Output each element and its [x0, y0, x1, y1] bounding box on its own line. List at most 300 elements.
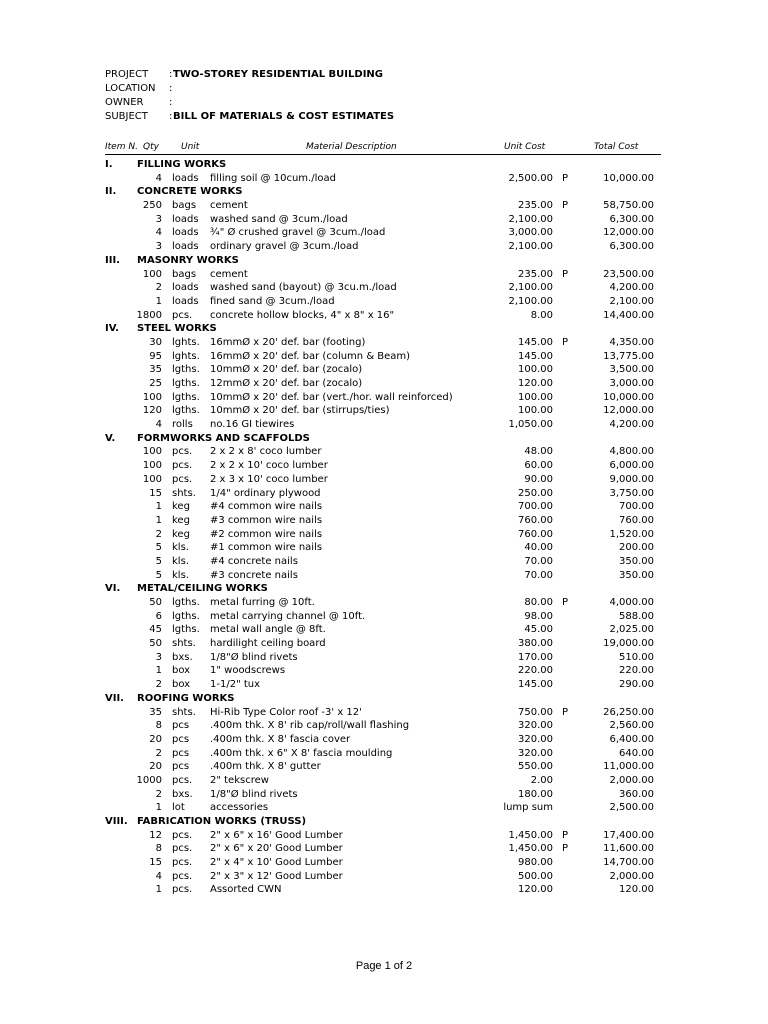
table-row [105, 363, 661, 377]
qty-cell: 5 [155, 542, 162, 554]
location-row [105, 82, 394, 96]
total-cost-cell: 4,000.00 [609, 597, 654, 608]
qty-cell: 4 [155, 172, 162, 184]
total-cost-cell: 3,750.00 [609, 487, 654, 499]
section-number: III. [105, 254, 120, 266]
table-row [105, 774, 661, 788]
currency-marker: P [562, 268, 569, 280]
total-cost-cell: 9,000.00 [609, 473, 654, 485]
qty-cell: 1 [155, 501, 162, 513]
qty-cell: 35 [149, 706, 162, 718]
table-row [105, 719, 661, 733]
table-row [105, 555, 661, 569]
total-cost-cell: 12,000.00 [603, 405, 654, 417]
qty-cell: 2 [155, 282, 162, 294]
section-title: FORMWORKS AND SCAFFOLDS [137, 432, 310, 444]
unit-cost-cell: 98.00 [524, 610, 553, 622]
currency-marker: P [562, 597, 569, 608]
table-row [105, 391, 661, 405]
unit-cost-cell: 2,500.00 [508, 172, 553, 184]
total-cost-cell: 4,200.00 [609, 282, 654, 294]
total-cost-cell: 13,775.00 [603, 350, 654, 362]
table-row [105, 664, 661, 678]
description-cell: #4 concrete nails [210, 555, 298, 567]
total-cost-cell: 3,000.00 [609, 378, 654, 389]
unit-cost-cell: 40.00 [524, 542, 553, 554]
unit-cost-cell: 380.00 [518, 638, 553, 650]
table-row [105, 240, 661, 254]
column-headers [105, 140, 661, 154]
unit-cell: lgths. [172, 378, 200, 389]
total-cost-cell: 2,000.00 [609, 870, 654, 882]
total-cost-cell: 10,000.00 [603, 172, 654, 184]
qty-cell: 8 [155, 720, 162, 732]
table-row [105, 747, 661, 761]
qty-cell: 4 [155, 870, 162, 882]
unit-cell: pcs. [172, 460, 193, 472]
qty-cell: 100 [142, 391, 162, 403]
unit-cell: bxs. [172, 651, 193, 663]
qty-cell: 250 [142, 200, 162, 212]
table-row [105, 213, 661, 227]
unit-cost-cell: 980.00 [518, 857, 553, 869]
unit-cell: loads [172, 295, 199, 307]
qty-cell: 100 [142, 460, 162, 472]
description-cell: 10mmØ x 20' def. bar (zocalo) [210, 364, 363, 376]
description-cell: 12mmØ x 20' def. bar (zocalo) [210, 378, 363, 389]
unit-cost-cell: 80.00 [524, 597, 553, 608]
description-cell: 10mmØ x 20' def. bar (stirrups/ties) [210, 405, 390, 417]
description-header: Material Description [306, 142, 397, 152]
total-cost-cell: 360.00 [619, 788, 654, 800]
table-row [105, 404, 661, 418]
total-cost-cell: 23,500.00 [603, 268, 654, 280]
unit-cell: loads [172, 282, 199, 294]
section-title: ROOFING WORKS [137, 692, 235, 704]
unit-cost-cell: 2,100.00 [508, 295, 553, 307]
colon: : [169, 111, 173, 122]
total-cost-cell: 760.00 [619, 514, 654, 526]
section-title: MASONRY WORKS [137, 254, 239, 266]
unit-cost-cell: 750.00 [518, 706, 553, 718]
unit-cell: keg [172, 528, 190, 540]
unit-cell: pcs. [172, 774, 193, 786]
unit-cell: pcs. [172, 870, 193, 882]
description-cell: cement [210, 200, 248, 212]
section-number: VII. [105, 692, 124, 704]
unit-cost-cell: lump sum [503, 802, 553, 814]
table-row [105, 842, 661, 856]
table-row [105, 678, 661, 692]
total-cost-cell: 11,000.00 [603, 761, 654, 773]
qty-cell: 95 [149, 350, 162, 362]
project-row [105, 68, 394, 82]
unit-cell: bags [172, 268, 197, 280]
unit-cost-cell: 70.00 [524, 555, 553, 567]
unit-cell: pcs. [172, 829, 193, 841]
qty-cell: 35 [149, 364, 162, 376]
table-row [105, 459, 661, 473]
section-heading [105, 185, 661, 199]
table-row [105, 733, 661, 747]
unit-cell: pcs. [172, 857, 193, 869]
total-cost-cell: 6,300.00 [609, 213, 654, 225]
unit-cost-cell: 1,050.00 [508, 419, 553, 431]
total-cost-cell: 6,300.00 [609, 241, 654, 253]
unit-cost-cell: 170.00 [518, 651, 553, 663]
description-cell: hardilight ceiling board [210, 638, 326, 650]
unit-cost-cell: 1,450.00 [508, 829, 553, 841]
unit-cell: pcs [172, 747, 190, 759]
unit-cost-cell: 760.00 [518, 514, 553, 526]
section-number: VIII. [105, 816, 128, 827]
qty-cell: 15 [149, 857, 162, 869]
unit-cell: lgths. [172, 364, 200, 376]
description-cell: ¾" Ø crushed gravel @ 3cum./load [210, 227, 386, 239]
unit-cost-cell: 120.00 [518, 884, 553, 896]
unit-cost-cell: 235.00 [518, 200, 553, 212]
section-title: CONCRETE WORKS [137, 186, 243, 198]
description-cell: washed sand (bayout) @ 3cu.m./load [210, 282, 397, 294]
description-cell: #3 concrete nails [210, 569, 298, 581]
unit-cell: loads [172, 213, 199, 225]
total-cost-cell: 6,400.00 [609, 733, 654, 745]
total-cost-cell: 4,200.00 [609, 419, 654, 431]
description-cell: metal carrying channel @ 10ft. [210, 610, 366, 622]
total-cost-cell: 2,100.00 [609, 295, 654, 307]
unit-cell: pcs. [172, 884, 193, 896]
section-number: VI. [105, 583, 121, 595]
unit-cell: shts. [172, 487, 196, 499]
subject-value: BILL OF MATERIALS & COST ESTIMATES [173, 111, 395, 122]
total-cost-cell: 200.00 [619, 542, 654, 554]
description-cell: .400m thk. x 6" X 8' fascia moulding [210, 747, 393, 759]
unit-cost-cell: 550.00 [518, 761, 553, 773]
colon: : [169, 69, 173, 80]
colon: : [169, 83, 173, 94]
qty-cell: 2 [155, 679, 162, 691]
section-heading [105, 815, 661, 829]
table-row [105, 336, 661, 350]
description-cell: cement [210, 268, 248, 280]
unit-cost-cell: 2,100.00 [508, 241, 553, 253]
table-row [105, 500, 661, 514]
total-cost-cell: 17,400.00 [603, 829, 654, 841]
unit-cost-cell: 220.00 [518, 665, 553, 677]
unit-cell: pcs. [172, 843, 193, 855]
description-cell: fined sand @ 3cum./load [210, 295, 335, 307]
table-row [105, 172, 661, 186]
unit-cell: kls. [172, 555, 189, 567]
table-row [105, 651, 661, 665]
total-cost-cell: 220.00 [619, 665, 654, 677]
unit-cell: shts. [172, 638, 196, 650]
table-row [105, 856, 661, 870]
table-row [105, 637, 661, 651]
description-cell: 2" tekscrew [210, 774, 269, 786]
unit-cost-header: Unit Cost [504, 142, 546, 152]
table-row [105, 487, 661, 501]
qty-cell: 45 [149, 624, 162, 636]
unit-cell: pcs [172, 761, 190, 773]
unit-cost-cell: 250.00 [518, 487, 553, 499]
unit-cost-cell: 2,100.00 [508, 282, 553, 294]
description-cell: #4 common wire nails [210, 501, 323, 513]
document-header [105, 68, 394, 124]
total-cost-cell: 58,750.00 [603, 200, 654, 212]
qty-cell: 20 [149, 733, 162, 745]
description-cell: 16mmØ x 20' def. bar (footing) [210, 336, 366, 348]
unit-cell: box [172, 679, 191, 691]
total-cost-cell: 10,000.00 [603, 391, 654, 403]
qty-cell: 4 [155, 419, 162, 431]
unit-cell: pcs. [172, 473, 193, 485]
section-heading [105, 692, 661, 706]
colon: : [169, 97, 173, 108]
qty-cell: 5 [155, 569, 162, 581]
total-cost-cell: 6,000.00 [609, 460, 654, 472]
description-cell: .400m thk. X 8' fascia cover [210, 733, 351, 745]
section-title: FILLING WORKS [137, 159, 227, 170]
unit-cell: keg [172, 501, 190, 513]
unit-cost-cell: 70.00 [524, 569, 553, 581]
description-cell: 2 x 2 x 10' coco lumber [210, 460, 328, 472]
qty-cell: 3 [155, 651, 162, 663]
unit-cost-cell: 90.00 [524, 473, 553, 485]
unit-cost-cell: 120.00 [518, 378, 553, 389]
qty-cell: 3 [155, 241, 162, 253]
section-number: V. [105, 432, 116, 444]
unit-cost-cell: 320.00 [518, 733, 553, 745]
unit-cell: lghts. [172, 350, 200, 362]
description-cell: 10mmØ x 20' def. bar (vert./hor. wall reinforced) [210, 391, 453, 403]
table-row [105, 541, 661, 555]
section-title: FABRICATION WORKS (TRUSS) [137, 816, 307, 827]
unit-header: Unit [181, 142, 200, 152]
currency-marker: P [562, 336, 569, 348]
qty-cell: 50 [149, 597, 162, 608]
unit-cost-cell: 45.00 [524, 624, 553, 636]
project-value: TWO-STOREY RESIDENTIAL BUILDING [173, 69, 383, 80]
item-no-header: Item N. [105, 142, 138, 152]
table-row [105, 473, 661, 487]
unit-cost-cell: 48.00 [524, 446, 553, 458]
total-cost-cell: 14,700.00 [603, 857, 654, 869]
table-row [105, 610, 661, 624]
unit-cost-cell: 8.00 [530, 309, 553, 321]
unit-cell: lgths. [172, 405, 200, 417]
description-cell: accessories [210, 802, 269, 814]
total-cost-cell: 120.00 [619, 884, 654, 896]
qty-cell: 8 [155, 843, 162, 855]
description-cell: metal furring @ 10ft. [210, 597, 315, 608]
total-cost-cell: 14,400.00 [603, 309, 654, 321]
section-heading [105, 254, 661, 268]
unit-cell: pcs. [172, 446, 193, 458]
total-cost-cell: 640.00 [619, 747, 654, 759]
qty-cell: 1000 [136, 774, 162, 786]
description-cell: #2 common wire nails [210, 528, 323, 540]
unit-cell: lghts. [172, 336, 200, 348]
qty-cell: 6 [155, 610, 162, 622]
total-cost-cell: 19,000.00 [603, 638, 654, 650]
total-cost-cell: 12,000.00 [603, 227, 654, 239]
subject-row [105, 110, 394, 124]
qty-cell: 4 [155, 227, 162, 239]
description-cell: .400m thk. X 8' rib cap/roll/wall flashing [210, 720, 410, 732]
total-cost-cell: 350.00 [619, 569, 654, 581]
qty-cell: 1 [155, 514, 162, 526]
qty-cell: 100 [142, 473, 162, 485]
description-cell: #3 common wire nails [210, 514, 323, 526]
unit-cell: box [172, 665, 191, 677]
table-row [105, 268, 661, 282]
description-cell: 2 x 2 x 8' coco lumber [210, 446, 322, 458]
total-cost-cell: 510.00 [619, 651, 654, 663]
table-row [105, 760, 661, 774]
description-cell: concrete hollow blocks, 4" x 8" x 16" [210, 309, 395, 321]
total-cost-cell: 3,500.00 [609, 364, 654, 376]
description-cell: 2" x 6" x 20' Good Lumber [210, 843, 343, 855]
description-cell: Assorted CWN [210, 884, 282, 896]
currency-marker: P [562, 172, 569, 184]
qty-cell: 1 [155, 802, 162, 814]
total-cost-cell: 350.00 [619, 555, 654, 567]
project-label: PROJECT [105, 69, 149, 80]
table-row [105, 350, 661, 364]
subject-label: SUBJECT [105, 111, 148, 122]
table-row [105, 445, 661, 459]
unit-cost-cell: 760.00 [518, 528, 553, 540]
table-row [105, 870, 661, 884]
unit-cost-cell: 235.00 [518, 268, 553, 280]
table-row [105, 418, 661, 432]
unit-cost-cell: 320.00 [518, 747, 553, 759]
description-cell: 1-1/2" tux [210, 679, 261, 691]
total-cost-cell: 4,800.00 [609, 446, 654, 458]
table-row [105, 706, 661, 720]
table-row [105, 295, 661, 309]
unit-cell: bags [172, 200, 197, 212]
total-cost-cell: 588.00 [619, 610, 654, 622]
qty-cell: 2 [155, 788, 162, 800]
qty-cell: 50 [149, 638, 162, 650]
unit-cell: lot [172, 802, 185, 814]
unit-cost-cell: 145.00 [518, 336, 553, 348]
description-cell: ordinary gravel @ 3cum./load [210, 241, 359, 253]
table-row [105, 281, 661, 295]
description-cell: 2 x 3 x 10' coco lumber [210, 473, 328, 485]
unit-cell: kls. [172, 569, 189, 581]
table-row [105, 788, 661, 802]
qty-cell: 30 [149, 336, 162, 348]
unit-cell: pcs. [172, 309, 193, 321]
qty-cell: 20 [149, 761, 162, 773]
qty-cell: 2 [155, 528, 162, 540]
table-row [105, 226, 661, 240]
header-rule [105, 154, 661, 155]
unit-cost-cell: 2.00 [530, 774, 553, 786]
section-number: II. [105, 186, 117, 198]
qty-cell: 120 [142, 405, 162, 417]
unit-cost-cell: 2,100.00 [508, 213, 553, 225]
section-title: STEEL WORKS [137, 323, 217, 335]
qty-cell: 5 [155, 555, 162, 567]
unit-cost-cell: 100.00 [518, 391, 553, 403]
unit-cell: lgths. [172, 610, 200, 622]
section-heading [105, 582, 661, 596]
unit-cell: loads [172, 227, 199, 239]
bill-of-materials-table [105, 158, 661, 897]
total-cost-cell: 4,350.00 [609, 336, 654, 348]
description-cell: 2" x 4" x 10' Good Lumber [210, 857, 343, 869]
unit-cell: rolls [172, 419, 193, 431]
table-row [105, 528, 661, 542]
unit-cell: bxs. [172, 788, 193, 800]
section-title: METAL/CEILING WORKS [137, 583, 268, 595]
qty-cell: 2 [155, 747, 162, 759]
table-row [105, 829, 661, 843]
description-cell: Hi-Rib Type Color roof -3' x 12' [210, 706, 362, 718]
table-row [105, 883, 661, 897]
table-row [105, 623, 661, 637]
description-cell: 1/4" ordinary plywood [210, 487, 321, 499]
section-number: I. [105, 159, 113, 170]
total-cost-cell: 290.00 [619, 679, 654, 691]
description-cell: no.16 GI tiewires [210, 419, 295, 431]
unit-cost-cell: 100.00 [518, 405, 553, 417]
unit-cell: loads [172, 241, 199, 253]
table-row [105, 596, 661, 610]
unit-cost-cell: 3,000.00 [508, 227, 553, 239]
table-row [105, 569, 661, 583]
unit-cost-cell: 60.00 [524, 460, 553, 472]
description-cell: filling soil @ 10cum./load [210, 172, 336, 184]
currency-marker: P [562, 829, 569, 841]
owner-row [105, 96, 394, 110]
unit-cell: lgths. [172, 624, 200, 636]
total-cost-cell: 2,560.00 [609, 720, 654, 732]
description-cell: 16mmØ x 20' def. bar (column & Beam) [210, 350, 411, 362]
qty-cell: 1 [155, 665, 162, 677]
total-cost-cell: 2,000.00 [609, 774, 654, 786]
section-heading [105, 322, 661, 336]
owner-label: OWNER [105, 97, 144, 108]
total-cost-header: Total Cost [594, 142, 639, 152]
unit-cost-cell: 1,450.00 [508, 843, 553, 855]
table-row [105, 801, 661, 815]
description-cell: 2" x 6" x 16' Good Lumber [210, 829, 343, 841]
qty-cell: 1800 [136, 309, 162, 321]
table-row [105, 309, 661, 323]
qty-cell: 1 [155, 295, 162, 307]
table-row [105, 377, 661, 391]
total-cost-cell: 700.00 [619, 501, 654, 513]
unit-cost-cell: 145.00 [518, 679, 553, 691]
description-cell: 1" woodscrews [210, 665, 286, 677]
unit-cell: kls. [172, 542, 189, 554]
location-label: LOCATION [105, 83, 156, 94]
unit-cell: loads [172, 172, 199, 184]
unit-cost-cell: 145.00 [518, 350, 553, 362]
description-cell: 1/8"Ø blind rivets [210, 788, 298, 800]
total-cost-cell: 26,250.00 [603, 706, 654, 718]
unit-cost-cell: 180.00 [518, 788, 553, 800]
page-number: Page 1 of 2 [355, 960, 413, 972]
unit-cell: lgths. [172, 391, 200, 403]
table-row [105, 199, 661, 213]
table-row [105, 514, 661, 528]
